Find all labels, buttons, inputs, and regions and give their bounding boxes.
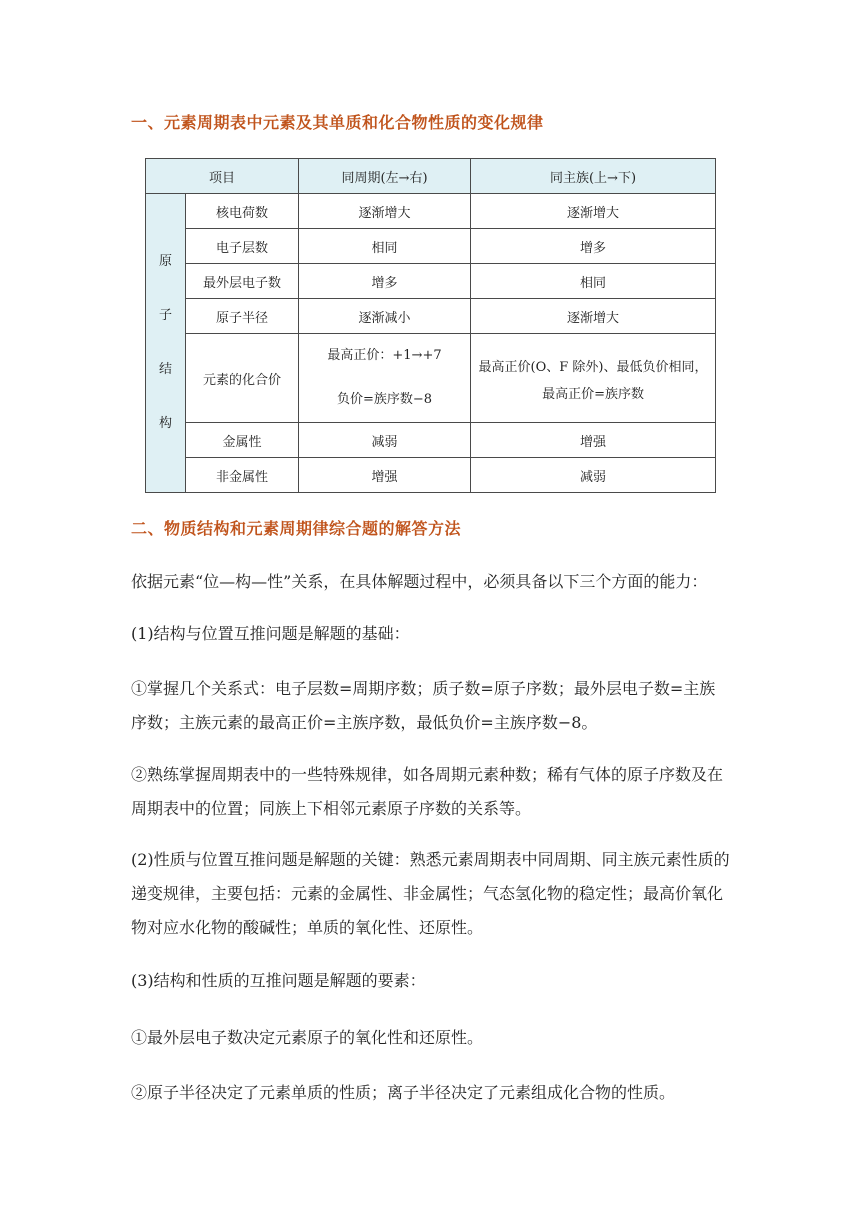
section1-title: 一、元素周期表中元素及其单质和化合物性质的变化规律 <box>131 113 544 132</box>
row-item: 非金属性 <box>186 458 299 493</box>
row-group: 逐渐增大 <box>471 194 716 229</box>
table-row <box>146 299 716 334</box>
header-item: 项目 <box>146 159 299 194</box>
table-row <box>146 264 716 299</box>
side-char: 原 <box>158 254 172 269</box>
group-valence-line2: 最高正价=族序数 <box>542 387 644 402</box>
side-char: 结 <box>158 362 172 377</box>
row-group: 增强 <box>471 423 716 458</box>
side-label-atomic-structure <box>146 194 186 493</box>
row-group: 增多 <box>471 229 716 264</box>
paragraph-point-1a: ①掌握几个关系式：电子层数=周期序数；质子数=原子序数；最外层电子数=主族序数；主族元素的最高正价=主族序数，最低负价=主族序数−8。 <box>131 679 716 732</box>
row-group <box>471 334 716 423</box>
row-item: 金属性 <box>186 423 299 458</box>
row-item: 原子半径 <box>186 299 299 334</box>
row-period: 相同 <box>299 229 471 264</box>
period-valence-line1: 最高正价：+1→+7 <box>327 348 442 363</box>
table-row <box>146 423 716 458</box>
table-row <box>146 334 716 423</box>
table-header-row <box>146 159 716 194</box>
side-char: 子 <box>158 308 172 323</box>
section2-title: 二、物质结构和元素周期律综合题的解答方法 <box>131 519 462 538</box>
paragraph-intro: 依据元素“位—构—性”关系，在具体解题过程中，必须具备以下三个方面的能力： <box>131 572 708 591</box>
paragraph-point-1: (1)结构与位置互推问题是解题的基础： <box>131 624 410 643</box>
header-period: 同周期(左→右) <box>299 159 471 194</box>
row-group: 减弱 <box>471 458 716 493</box>
row-item: 最外层电子数 <box>186 264 299 299</box>
row-group: 相同 <box>471 264 716 299</box>
row-period: 增多 <box>299 264 471 299</box>
paragraph-point-2: (2)性质与位置互推问题是解题的关键：熟悉元素周期表中同周期、同主族元素性质的递变规律，主要包括：元素的金属性、非金属性；气态氢化物的稳定性；最高价氧化物对应水化物的酸碱性；单质的氧化性、还原性。 <box>131 850 730 937</box>
row-item: 电子层数 <box>186 229 299 264</box>
row-period: 逐渐减小 <box>299 299 471 334</box>
paragraph-point-1b: ②熟练掌握周期表中的一些特殊规律，如各周期元素种数；稀有气体的原子序数及在周期表中的位置；同族上下相邻元素原子序数的关系等。 <box>131 765 724 818</box>
side-char: 构 <box>158 416 172 431</box>
row-item: 核电荷数 <box>186 194 299 229</box>
paragraph-point-3: (3)结构和性质的互推问题是解题的要素： <box>131 971 426 990</box>
period-valence-line2: 负价=族序数−8 <box>336 392 433 407</box>
periodic-trends-table <box>145 158 716 493</box>
row-period <box>299 334 471 423</box>
paragraph-point-3a: ①最外层电子数决定元素原子的氧化性和还原性。 <box>131 1028 484 1047</box>
row-group: 逐渐增大 <box>471 299 716 334</box>
table-row <box>146 229 716 264</box>
table-row <box>146 458 716 493</box>
group-valence-line1: 最高正价(O、F 除外)、最低负价相同， <box>478 360 708 375</box>
table-row <box>146 194 716 229</box>
paragraph-point-3b: ②原子半径决定了元素单质的性质；离子半径决定了元素组成化合物的性质。 <box>131 1083 676 1102</box>
row-period: 逐渐增大 <box>299 194 471 229</box>
row-period: 减弱 <box>299 423 471 458</box>
row-period: 增强 <box>299 458 471 493</box>
header-group: 同主族(上→下) <box>471 159 716 194</box>
row-item: 元素的化合价 <box>186 334 299 423</box>
